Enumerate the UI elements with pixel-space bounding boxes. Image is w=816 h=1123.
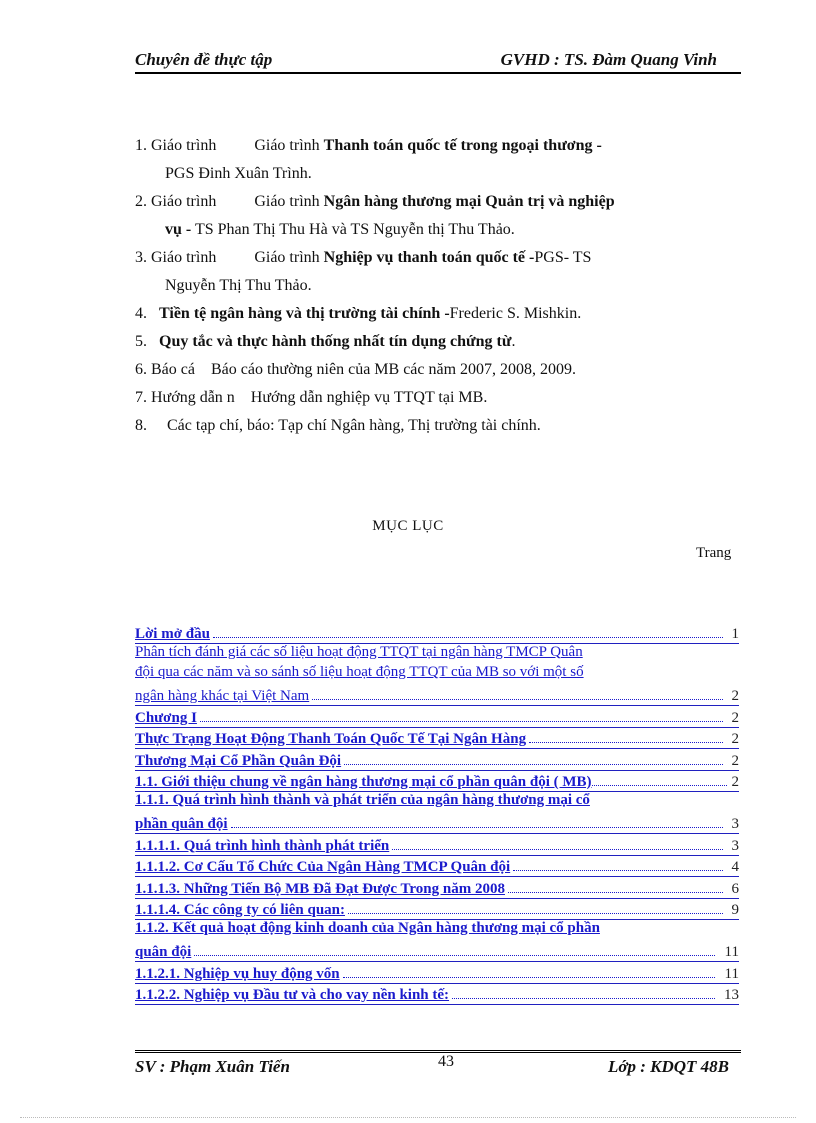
reference-item: 2. Giáo trình Giáo trình Ngân hàng thương mại Quản trị và nghiệp vụ - TS Phan Thị Thu Hà và TS Nguyễn thị Thu Thảo. [135,193,615,238]
toc-page-label: Trang [696,545,732,561]
toc-entry[interactable]: Thương Mại Cổ Phần Quân Đội 2 [135,749,739,771]
page-header [135,48,741,74]
toc-entry-line[interactable]: 1.1.2. Kết quả hoạt động kinh doanh của Ngân hàng thương mại cổ phần [135,920,600,936]
header-left: Chuyên đề thực tập [135,50,273,69]
toc-entry[interactable]: 1.1.2.1. Nghiệp vụ huy động vốn 11 [135,962,739,984]
toc-entry[interactable]: Thực Trạng Hoạt Động Thanh Toán Quốc Tế Tại Ngân Hàng 2 [135,728,739,750]
reference-item: 6. Báo cá Báo cáo thường niên của MB các năm 2007, 2008, 2009. [135,361,577,378]
header-right: GVHD : TS. Đàm Quang Vinh [500,50,717,69]
reference-item: 3. Giáo trình Giáo trình Nghiệp vụ thanh toán quốc tế - PGS- TS Nguyễn Thị Thu Thảo. [135,249,592,294]
page-number: 43 [438,1053,454,1070]
reference-item: 4. Tiền tệ ngân hàng và thị trường tài chính - Frederic S. Mishkin. [135,305,582,322]
page-footer [135,1050,741,1083]
toc-entry[interactable]: quân đội 11 [135,941,739,963]
toc-entry-line[interactable]: đội qua các năm và so sánh số liệu hoạt động TTQT của MB so với một số [135,664,584,680]
toc-entry[interactable]: 1.1.1.2. Cơ Cấu Tổ Chức Của Ngân Hàng TMCP Quân đội 4 [135,856,739,878]
reference-item: 7. Hướng dẫn n Hướng dẫn nghiệp vụ TTQT tại MB. [135,389,488,406]
toc-entry[interactable]: 1.1.1.3. Những Tiến Bộ MB Đã Đạt Được Trong năm 2008 6 [135,877,739,899]
reference-item: 1. Giáo trình Giáo trình Thanh toán quốc tế trong ngoại thương - PGS Đinh Xuân Trình. [135,137,602,182]
toc-entry-line[interactable]: Phân tích đánh giá các số liệu hoạt động TTQT tại ngân hàng TMCP Quân [135,643,583,660]
toc-entry[interactable]: Chương I 2 [135,706,739,728]
toc-entry[interactable]: Lời mở đầu 1 [135,622,739,644]
reference-item: 5. Quy tắc và thực hành thống nhất tín dụng chứng từ . [135,333,516,350]
toc-entry[interactable]: 1.1.2.2. Nghiệp vụ Đầu tư và cho vay nền kinh tế: 13 [135,984,739,1006]
reference-item: 8. Các tạp chí, báo: Tạp chí Ngân hàng, Thị trường tài chính. [135,417,541,434]
reference-list [135,132,739,440]
toc-entry[interactable]: phần quân đội 3 [135,813,739,835]
toc-title: MỤC LỤC [372,518,444,534]
toc-entry[interactable]: 1.1.1.1. Quá trình hình thành phát triển 3 [135,834,739,856]
page-bottom-border [20,1117,796,1118]
toc-entry[interactable]: 1.1. Giới thiệu chung về ngân hàng thương mại cổ phần quân đội ( MB) 2 [135,771,739,793]
table-of-contents [135,622,739,1005]
toc-entry-line[interactable]: 1.1.1. Quá trình hình thành và phát triển của ngân hàng thương mại cổ [135,792,590,808]
toc-entry[interactable]: ngân hàng khác tại Việt Nam 2 [135,685,739,707]
footer-student: SV : Phạm Xuân Tiến [135,1057,290,1076]
toc-entry[interactable]: 1.1.1.4. Các công ty có liên quan: 9 [135,899,739,921]
footer-class: Lớp : KDQT 48B [607,1057,729,1076]
